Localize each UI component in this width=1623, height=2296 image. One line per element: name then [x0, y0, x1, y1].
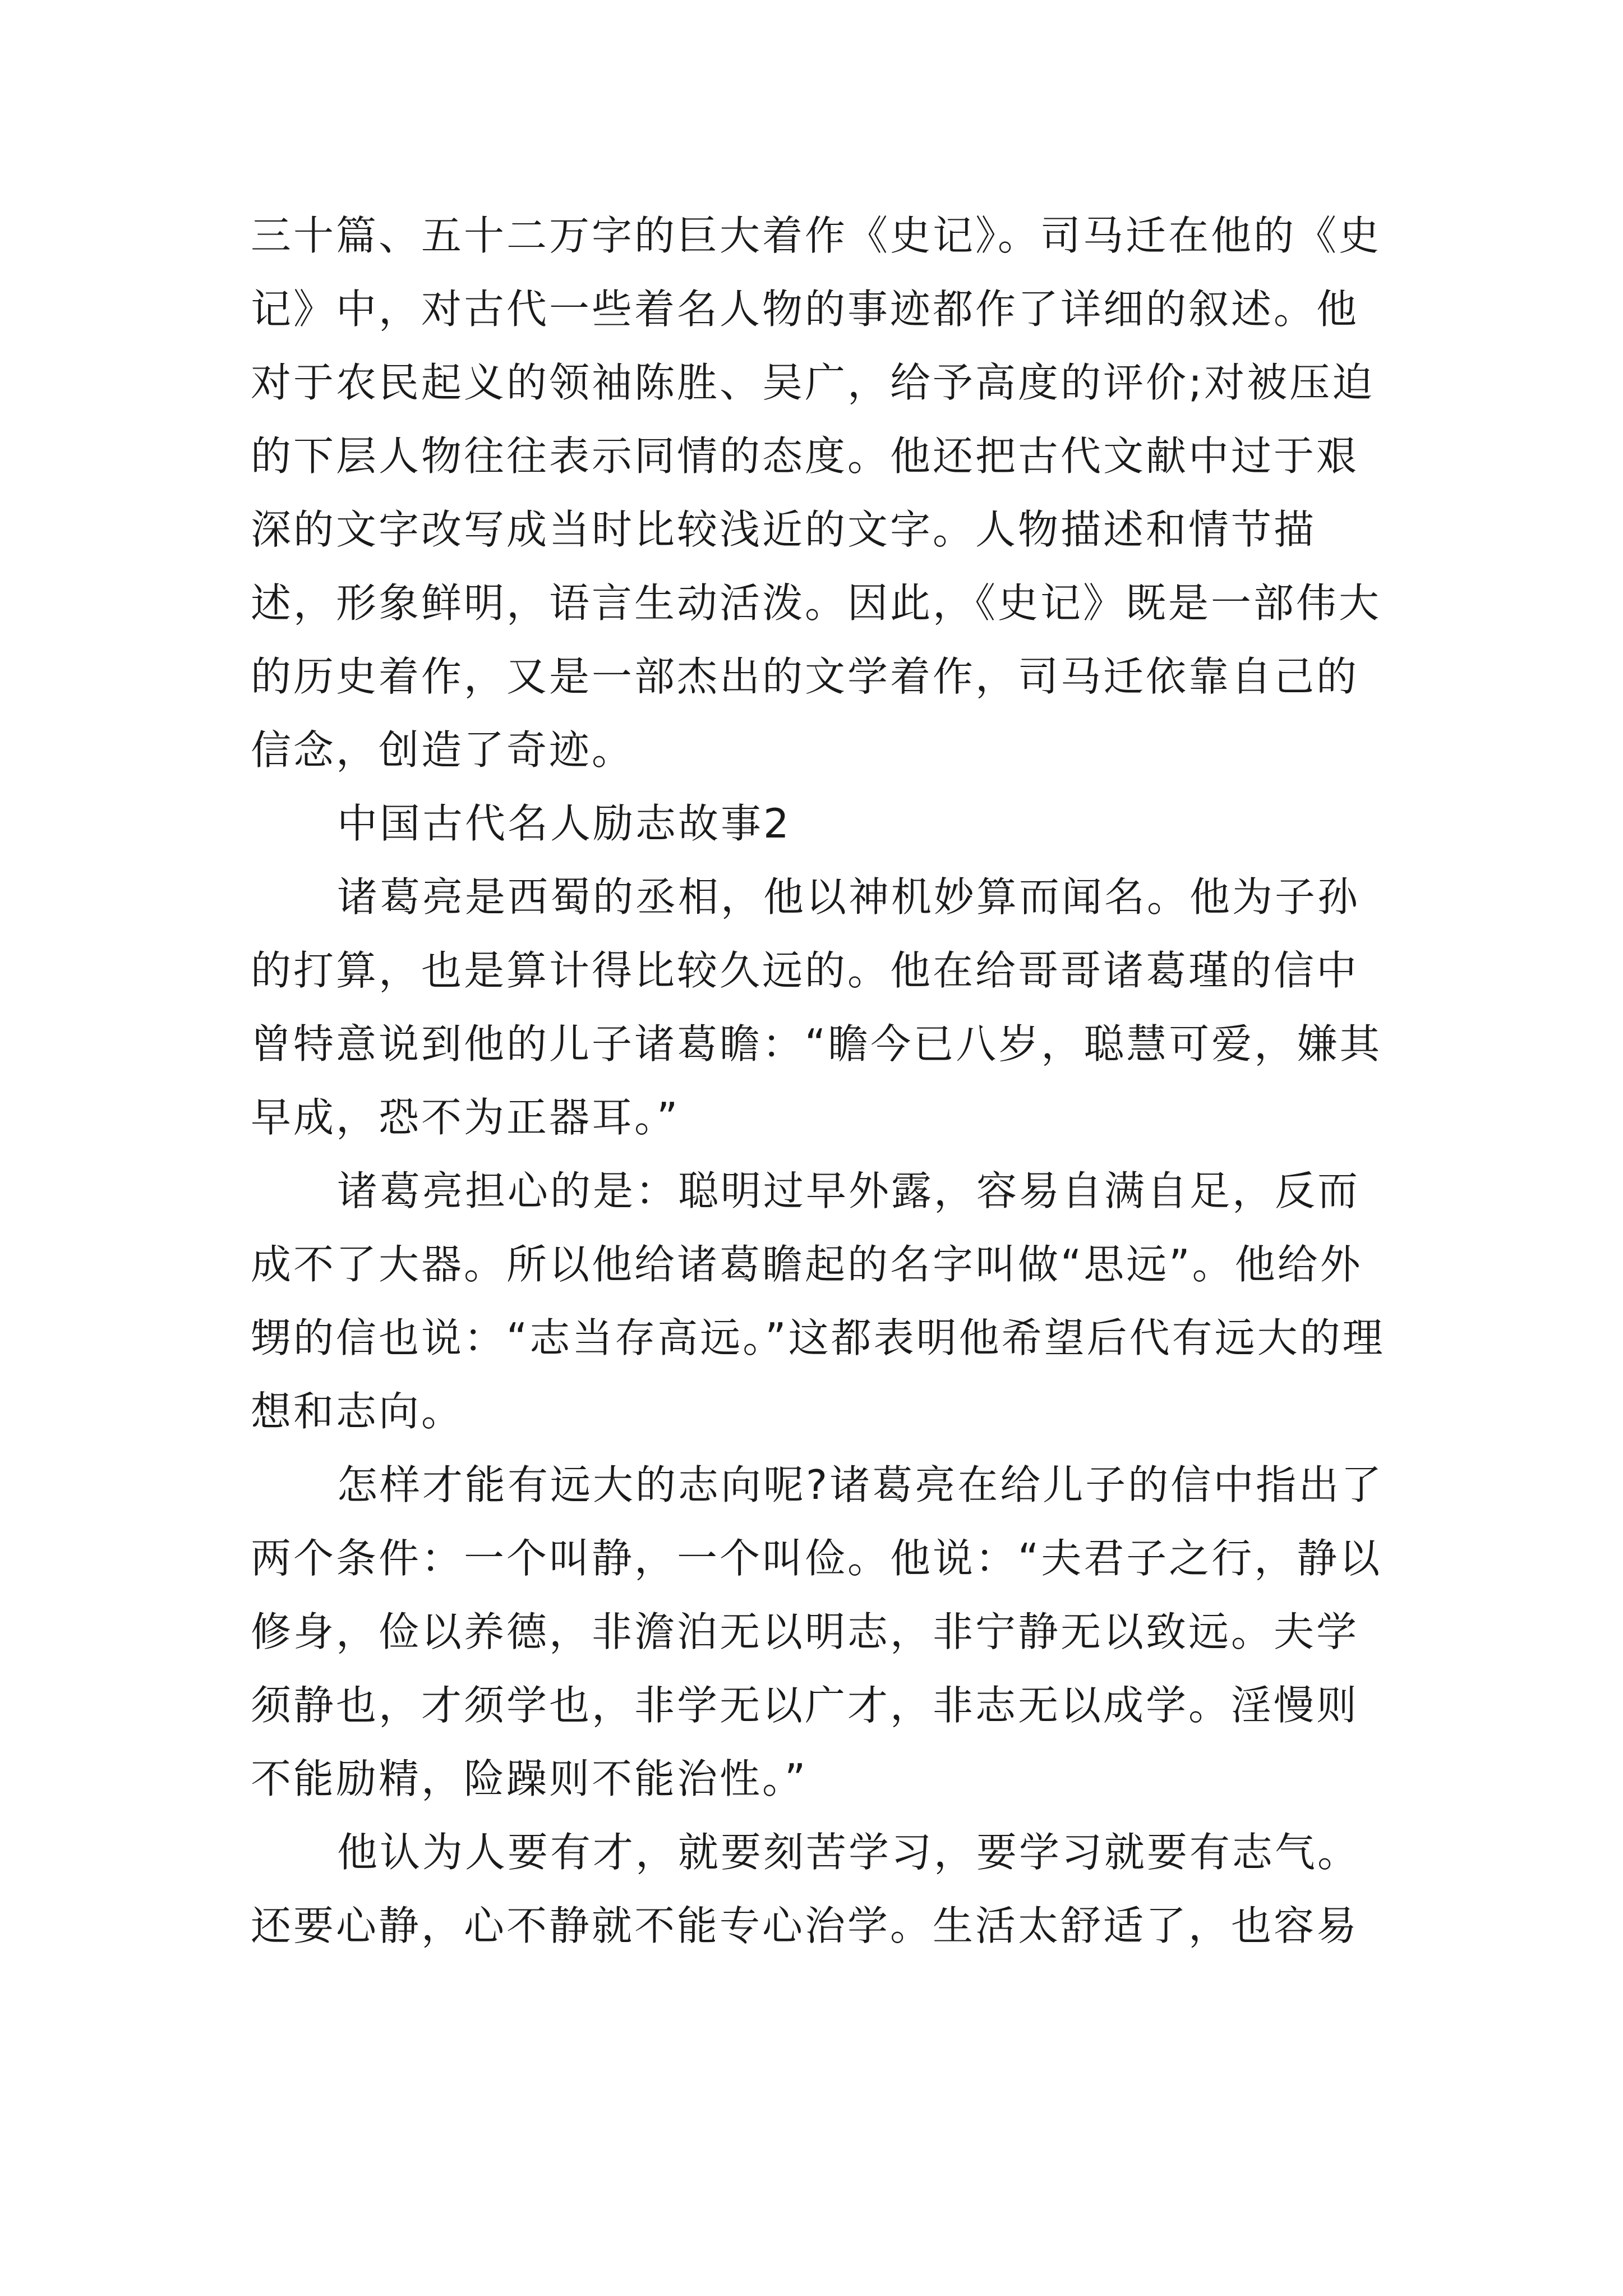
paragraph-zhuge-liang-worry: 诸葛亮担心的是：聪明过早外露，容易自满自足，反而成不了大器。所以他给诸葛瞻起的名字叫做“思远”。他给外甥的信也说：“志当存高远。”这都表明他希望后代有远大的理想和志向。	[251, 1167, 1385, 1435]
paragraph-zhuge-liang-intro: 诸葛亮是西蜀的丞相，他以神机妙算而闻名。他为子孙的打算，也是算计得比较久远的。他在给哥哥诸葛瑾的信中曾特意说到他的儿子诸葛瞻：“瞻今已八岁，聪慧可爱，嫌其早成，恐不为正器耳。”	[251, 873, 1382, 1141]
section-heading: 中国古代名人励志故事2	[337, 800, 791, 847]
paragraph-zhuge-liang-study: 他认为人要有才，就要刻苦学习，要学习就要有志气。还要心静，心不静就不能专心治学。生活太舒适了，也容易	[251, 1829, 1361, 1949]
paragraph-zhuge-liang-letter: 怎样才能有远大的志向呢?诸葛亮在给儿子的信中指出了两个条件：一个叫静，一个叫俭。他说：“夫君子之行，静以修身，俭以养德，非澹泊无以明志，非宁静无以致远。夫学须静也，才须学也，非学无以广才，非志无以成学。淫慢则不能励精，险躁则不能治性。”	[251, 1461, 1384, 1802]
document-body	[251, 199, 1389, 1963]
paragraph-sima-qian-shiji: 三十篇、五十二万字的巨大着作《史记》。司马迁在他的《史记》中，对古代一些着名人物的事迹都作了详细的叙述。他对于农民起义的领袖陈胜、吴广，给予高度的评价;对被压迫的下层人物往往表示同情的态度。他还把古代文献中过于艰深的文字改写成当时比较浅近的文字。人物描述和情节描述，形象鲜明，语言生动活泼。因此，《史记》既是一部伟大的历史着作，又是一部杰出的文学着作，司马迁依靠自己的信念，创造了奇迹。	[251, 212, 1382, 774]
